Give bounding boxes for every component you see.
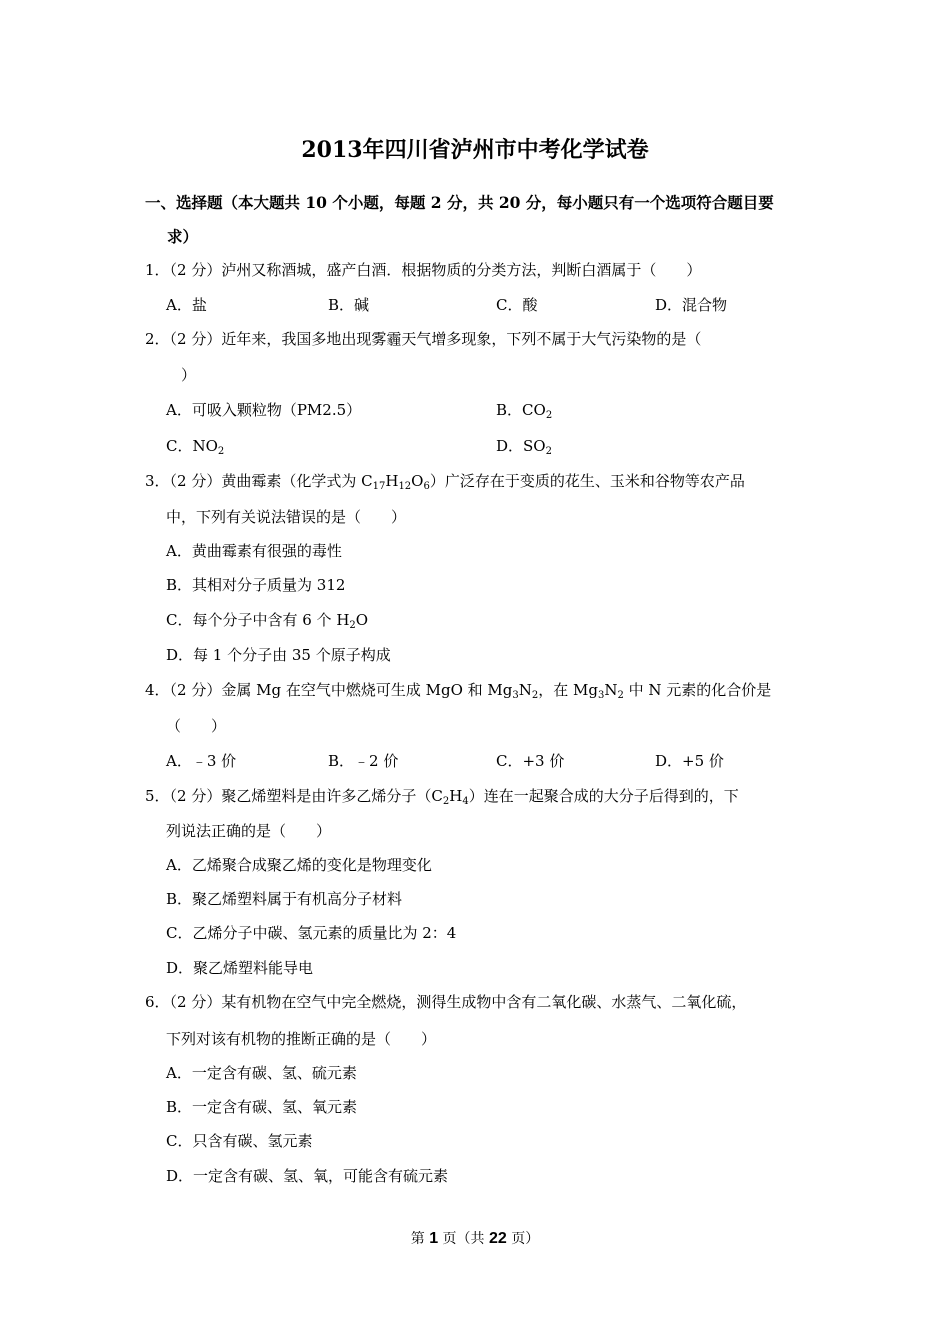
q3-option-b: B．其相对分子质量为 312	[166, 576, 346, 594]
q5-option-d: D．聚乙烯塑料能导电	[166, 959, 314, 977]
q6-option-c: C．只含有碳、氢元素	[166, 1132, 313, 1150]
q6-option-b: B．一定含有碳、氢、氧元素	[166, 1098, 358, 1116]
page-title: 2013年四川省泸州市中考化学试卷	[301, 137, 649, 163]
q3-option-d: D．每 1 个分子由 35 个原子构成	[166, 646, 391, 664]
q1-option-d: D．混合物	[655, 296, 728, 314]
q4-option-b: B．﹣2 价	[328, 752, 399, 770]
question-4-stem-cont: （ ）	[166, 717, 227, 735]
q5-option-a: A．乙烯聚合成聚乙烯的变化是物理变化	[166, 856, 432, 874]
q6-option-a: A．一定含有碳、氢、硫元素	[166, 1064, 357, 1082]
section-heading	[145, 186, 810, 254]
question-6-stem: 6．（2 分）某有机物在空气中完全燃烧，测得生成物中含有二氧化碳、水蒸气、二氧化硫，	[145, 993, 747, 1011]
section-heading-line1: 一、选择题（本大题共 10 个小题，每题 2 分，共 20 分，每小题只有一个选项符合题目要	[145, 193, 774, 212]
q1-option-b: B．碱	[328, 296, 370, 314]
question-6-stem-cont: 下列对该有机物的推断正确的是（ ）	[166, 1030, 437, 1048]
question-4-stem: 4．（2 分）金属 Mg 在空气中燃烧可生成 MgO 和 $Mg_3N_2$，在 $Mg_3N_2$ 中 N 元素的化合价是	[145, 681, 772, 701]
q2-option-b: B．$CO_2$	[496, 401, 553, 421]
q4-option-c: C．+3 价	[496, 752, 565, 770]
q3-option-a: A．黄曲霉素有很强的毒性	[166, 542, 342, 560]
q3-option-c: C．每个分子中含有 6 个 $H_2O$	[166, 611, 369, 631]
page-number: 1	[429, 1230, 439, 1247]
page-footer: 第 1 页（共 22 页）	[410, 1230, 540, 1247]
q2-option-c: C．$NO_2$	[166, 437, 225, 457]
q1-option-c: C．酸	[496, 296, 538, 314]
q4-option-a: A．﹣3 价	[166, 752, 237, 770]
question-3-stem-cont: 中，下列有关说法错误的是（ ）	[166, 508, 407, 526]
question-5-stem-cont: 列说法正确的是（ ）	[166, 822, 332, 840]
q1-option-a: A．盐	[166, 296, 207, 314]
q2-option-d: D．$SO_2$	[496, 437, 552, 457]
question-5-stem: 5．（2 分）聚乙烯塑料是由许多乙烯分子$(C_2H_4)$连在一起聚合成的大分子后得到的，下	[145, 787, 739, 807]
q2-option-a: A．可吸入颗粒物（PM2.5）	[166, 401, 362, 419]
question-3-stem: 3．（2 分）黄曲霉素（化学式为 $C_{17}H_{12}O_6$）广泛存在于变质的花生、玉米和谷物等农产品	[145, 472, 745, 492]
q6-option-d: D．一定含有碳、氢、氧，可能含有硫元素	[166, 1167, 449, 1185]
section-heading-line2: 求）	[167, 227, 199, 246]
q5-option-c: C．乙烯分子中碳、氢元素的质量比为 2：4	[166, 924, 457, 942]
question-2-stem-cont: ）	[181, 366, 197, 384]
question-2-stem: 2．（2 分）近年来，我国多地出现雾霾天气增多现象，下列不属于大气污染物的是（	[145, 330, 702, 348]
q4-option-d: D．+5 价	[655, 752, 724, 770]
question-1-stem: 1．（2 分）泸州又称酒城，盛产白酒．根据物质的分类方法，判断白酒属于（ ）	[145, 261, 702, 279]
total-pages: 22	[489, 1230, 507, 1247]
q5-option-b: B．聚乙烯塑料属于有机高分子材料	[166, 890, 403, 908]
